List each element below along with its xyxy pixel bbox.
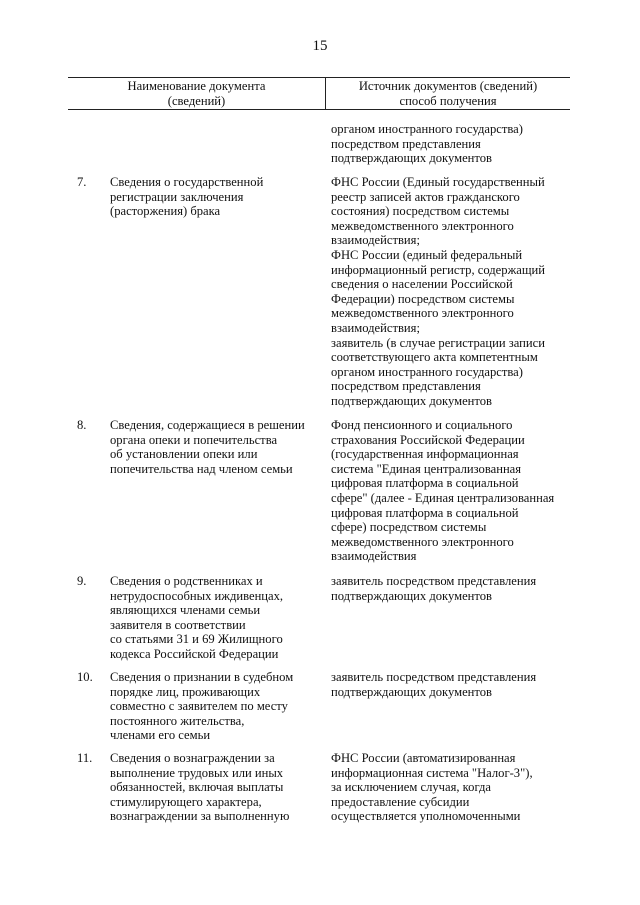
row-number: 11. — [77, 751, 93, 765]
text-line: регистрации заключения — [110, 189, 244, 204]
text-line: попечительства над членом семьи — [110, 461, 293, 476]
text-line: сведения о населении Российской — [331, 277, 513, 292]
row-document-name — [110, 418, 315, 476]
text-line: органом иностранного государства) — [331, 364, 523, 379]
text-line: (государственная информационная — [331, 447, 519, 462]
text-line: подтверждающих документов — [331, 151, 492, 166]
row-document-name — [110, 670, 315, 743]
row-document-name — [110, 751, 315, 824]
text-line: межведомственного электронного — [331, 306, 514, 321]
text-line: стимулирующего характера, — [110, 794, 262, 809]
row-document-source — [331, 418, 571, 564]
text-line: органа опеки и попечительства — [110, 432, 278, 447]
text-line: Сведения о родственниках и — [110, 574, 263, 588]
page-number: 15 — [312, 38, 328, 54]
text-line: ФНС России (Единый государственный — [331, 175, 545, 189]
text-line: взаимодействия — [331, 549, 417, 564]
text-line: заявитель посредством представления — [331, 574, 537, 588]
text-line: осуществляется уполномоченными — [331, 809, 521, 824]
text-line: сфере" (далее - Единая централизованная — [331, 490, 555, 505]
text-line: являющихся членами семьи — [110, 603, 261, 618]
text-line: Сведения, содержащиеся в решении — [110, 418, 305, 432]
header-line: Наименование документа — [127, 79, 266, 93]
text-line: межведомственного электронного — [331, 218, 514, 233]
text-line: Сведения о признании в судебном — [110, 670, 294, 684]
text-line: подтверждающих документов — [331, 684, 492, 699]
text-line: цифровая платформа в социальной — [331, 505, 519, 520]
header-line: (сведений) — [167, 93, 226, 108]
text-line: реестр записей актов гражданского — [331, 189, 520, 204]
header-line: Источник документов (сведений) — [358, 79, 538, 93]
row-number: 7. — [77, 175, 87, 189]
row-document-source — [331, 175, 571, 409]
text-line: ФНС России (автоматизированная — [331, 751, 516, 765]
text-line: взаимодействия; — [331, 320, 420, 335]
row-document-source — [331, 751, 571, 824]
text-line: ФНС России (единый федеральный — [331, 247, 523, 262]
header-document-source — [326, 79, 570, 108]
text-line: за исключением случая, когда — [331, 780, 491, 795]
text-line: заявителя в соответствии — [110, 617, 246, 632]
text-line: цифровая платформа в социальной — [331, 476, 519, 491]
text-line: межведомственного электронного — [331, 534, 514, 549]
header-bottom-rule — [68, 109, 570, 110]
text-line: взаимодействия; — [331, 233, 420, 248]
row-number: 10. — [77, 670, 93, 684]
row-document-name — [110, 175, 315, 219]
text-line: Сведения о государственной — [110, 175, 264, 189]
text-line: подтверждающих документов — [331, 588, 492, 603]
row-number: 8. — [77, 418, 87, 432]
row-number: 9. — [77, 574, 87, 588]
text-line: нетрудоспособных иждивенцах, — [110, 588, 284, 603]
continuation-source — [331, 122, 571, 166]
text-line: состояния) посредством системы — [331, 204, 510, 219]
text-line: соответствующего акта компетентным — [331, 350, 538, 365]
header-line: способ получения — [399, 93, 497, 108]
text-line: страхования Российской Федерации — [331, 432, 525, 447]
header-top-rule — [68, 77, 570, 78]
text-line: система "Единая централизованная — [331, 461, 522, 476]
header-document-name — [68, 79, 325, 108]
text-line: выполнение трудовых или иных — [110, 765, 284, 780]
text-line: (расторжения) брака — [110, 204, 221, 219]
text-line: сфере) посредством системы — [331, 520, 487, 535]
text-line: вознаграждении за выполненную — [110, 809, 290, 824]
text-line: совместно с заявителем по месту — [110, 699, 288, 714]
text-line: кодекса Российской Федерации — [110, 646, 279, 661]
row-document-source — [331, 574, 571, 603]
text-line: подтверждающих документов — [331, 393, 492, 408]
text-line: обязанностей, включая выплаты — [110, 780, 284, 795]
row-document-name — [110, 574, 315, 662]
text-line: заявитель посредством представления — [331, 670, 537, 684]
text-line: порядке лиц, проживающих — [110, 684, 261, 699]
row-document-source — [331, 670, 571, 699]
text-line: посредством представления — [331, 379, 481, 394]
text-line: постоянного жительства, — [110, 713, 245, 728]
text-line: Федерации) посредством системы — [331, 291, 515, 306]
text-line: посредством представления — [331, 136, 481, 151]
text-line: предоставление субсидии — [331, 794, 470, 809]
text-line: информационный регистр, содержащий — [331, 262, 546, 277]
text-line: Фонд пенсионного и социального — [331, 418, 513, 432]
text-line: членами его семьи — [110, 728, 211, 743]
text-line: органом иностранного государства) — [331, 122, 523, 136]
text-line: со статьями 31 и 69 Жилищного — [110, 632, 283, 647]
text-line: об установлении опеки или — [110, 447, 258, 462]
text-line: заявитель (в случае регистрации записи — [331, 335, 545, 350]
text-line: информационная система "Налог-3"), — [331, 765, 533, 780]
text-line: Сведения о вознаграждении за — [110, 751, 275, 765]
